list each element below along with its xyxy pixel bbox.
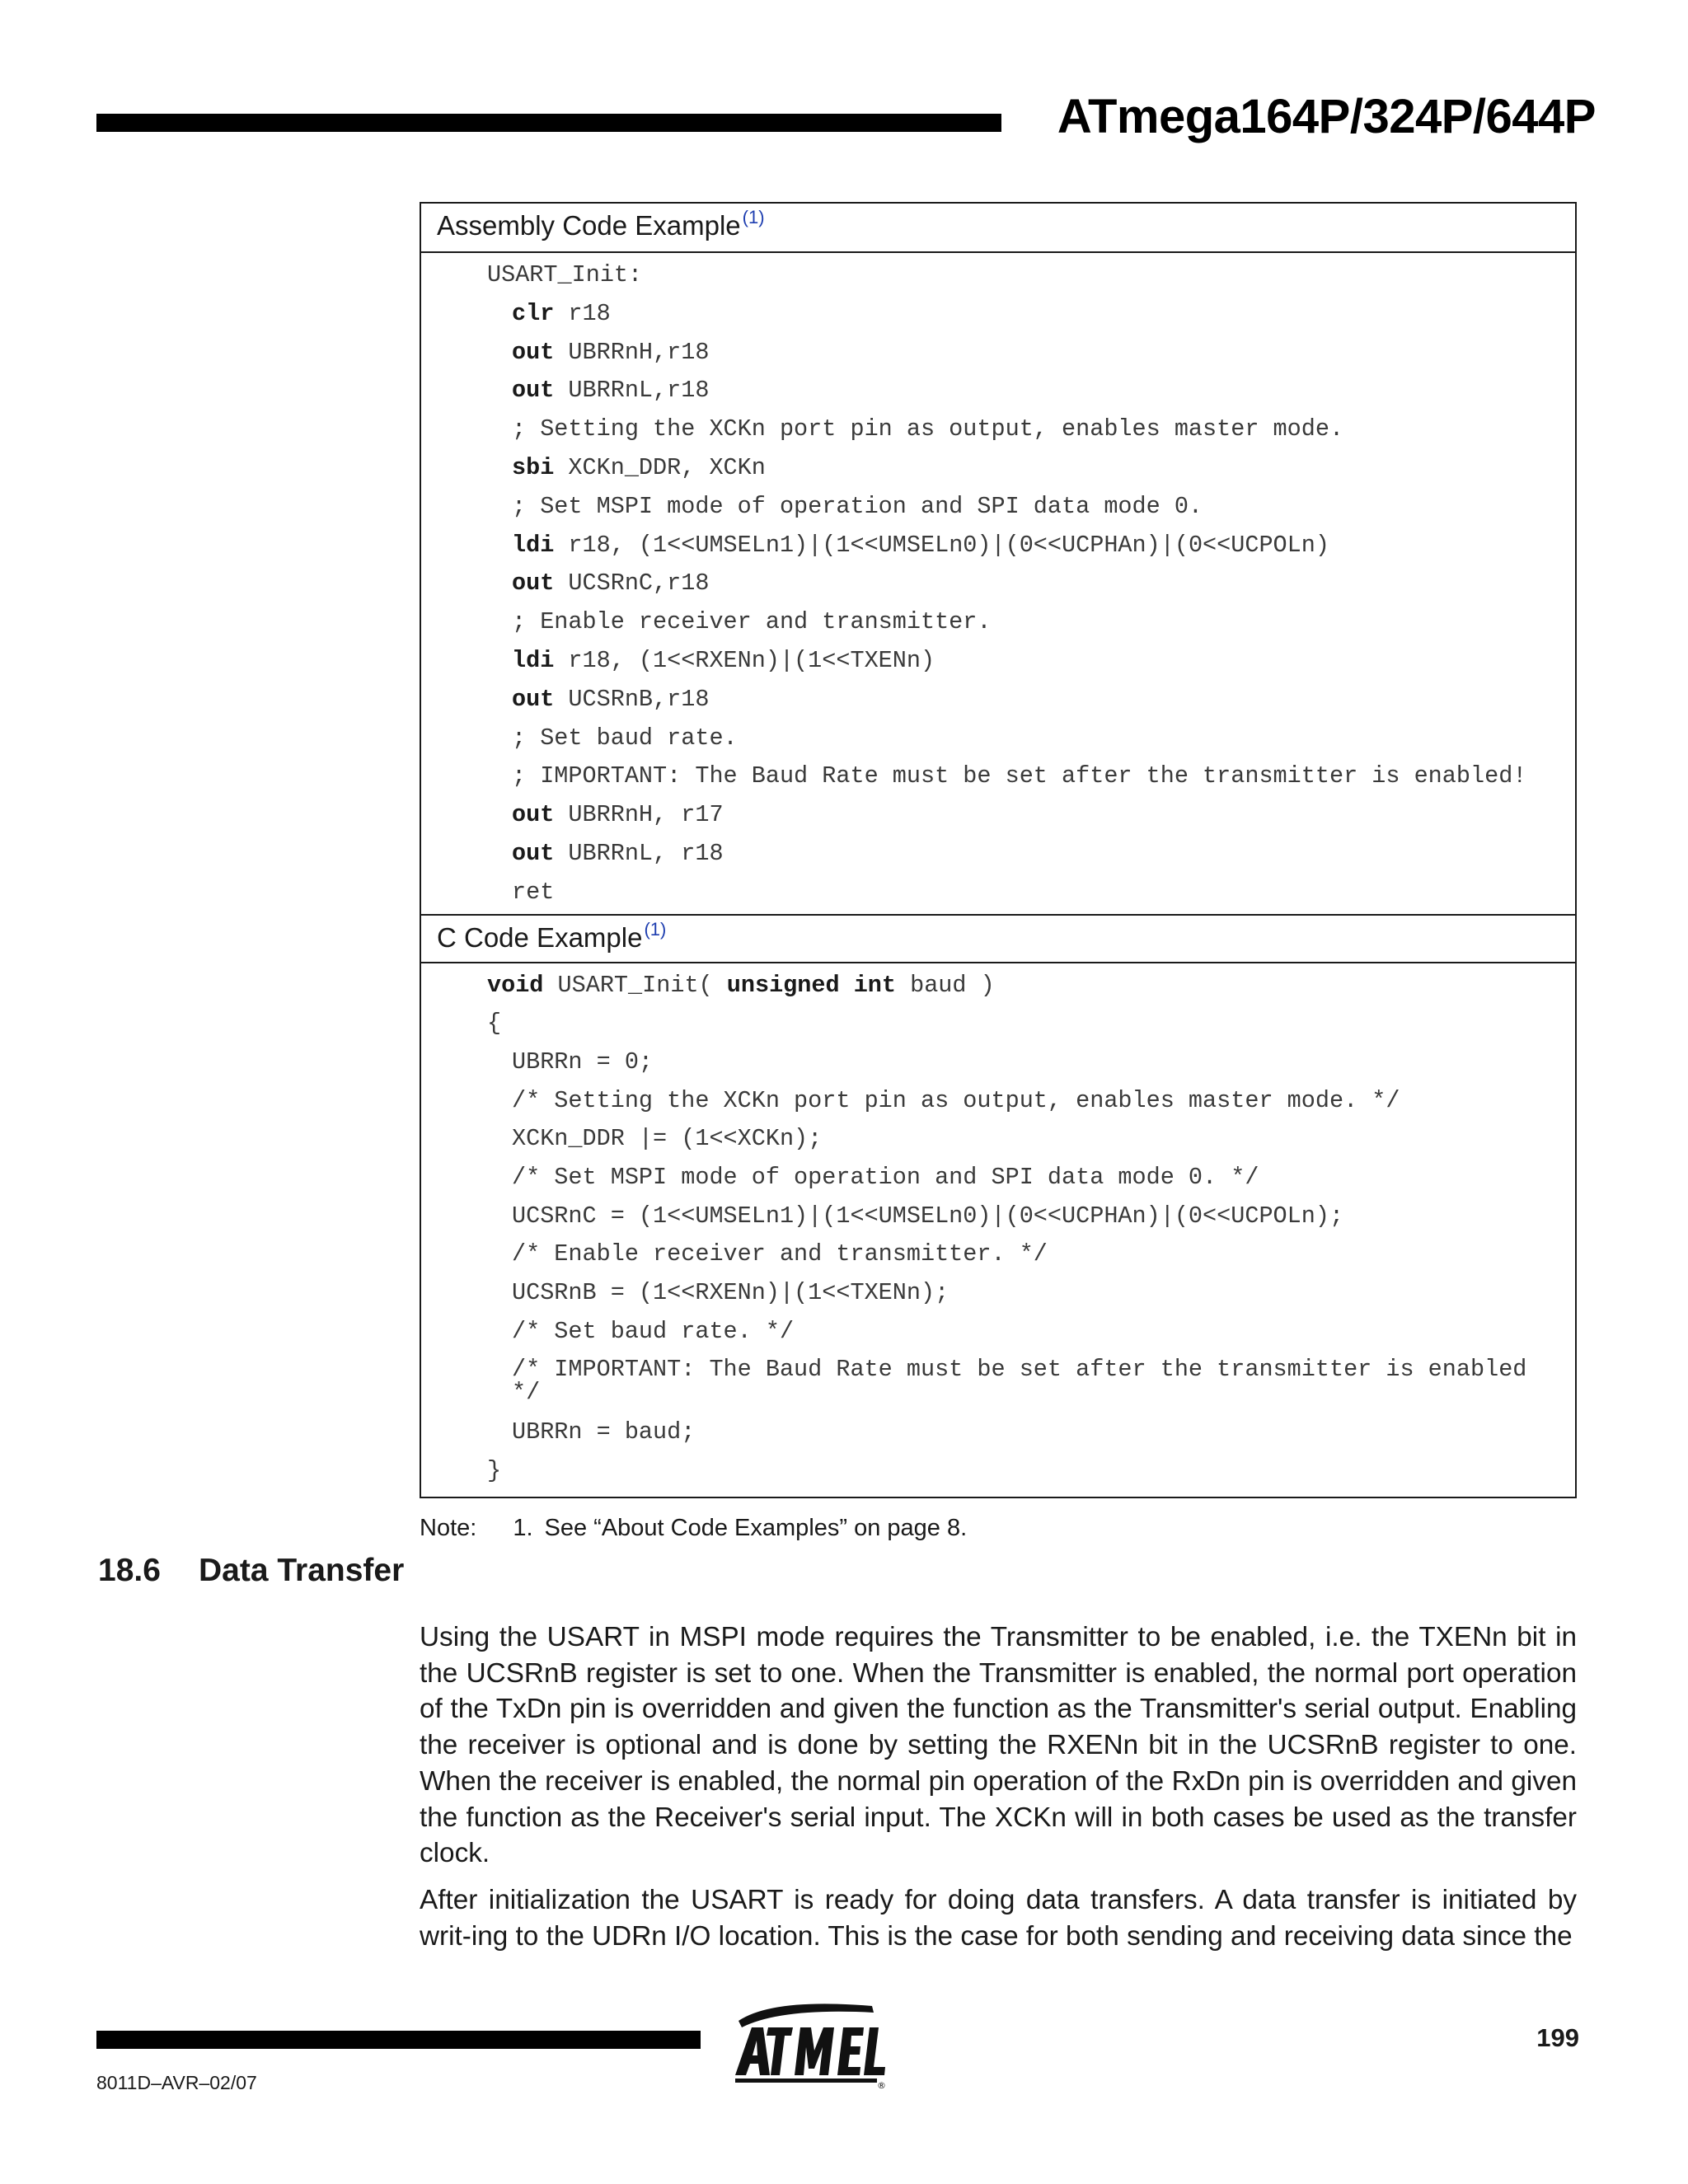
code-line: [512, 762, 1526, 790]
code-keyword: unsigned int: [726, 972, 896, 999]
code-text: r18, (1<<UMSELn1)|(1<<UMSELn0)|(0<<UCPHAn)|(0<<UCPOLn): [554, 531, 1329, 559]
note-label: Note:: [420, 1515, 477, 1541]
section-heading: [98, 1553, 404, 1589]
body-paragraph: After initialization the USART is ready for doing data transfers. A data transfer is initiated by writ-ing to the UDRn I/O location. This is the case for both sending and receiving data since the: [420, 1885, 1577, 1952]
section-title: Data Transfer: [199, 1553, 405, 1588]
code-text: /* Set MSPI mode of operation and SPI data mode 0. */: [512, 1164, 1259, 1191]
footnote-link[interactable]: (1): [742, 207, 765, 227]
footnote: [420, 1515, 967, 1542]
code-text: USART_Init(: [543, 972, 727, 999]
c-example-header: [421, 914, 1575, 963]
code-text: ; Set MSPI mode of operation and SPI data mode 0.: [512, 492, 1203, 520]
code-text: ; Set baud rate.: [512, 724, 738, 752]
header-rule: [96, 114, 1001, 132]
c-example-label: C Code Example: [437, 922, 643, 953]
assembly-code-block: [421, 253, 1575, 914]
code-line: [512, 1125, 822, 1153]
code-keyword: ldi: [512, 647, 555, 674]
code-text: /* Set baud rate. */: [512, 1318, 795, 1345]
code-keyword: sbi: [512, 454, 555, 481]
code-line: [512, 454, 766, 482]
code-text: XCKn_DDR, XCKn: [554, 454, 766, 481]
code-text: UBRRn = baud;: [512, 1418, 696, 1446]
code-line: [512, 493, 1203, 521]
code-line: [512, 724, 738, 752]
code-text: XCKn_DDR |= (1<<XCKn);: [512, 1125, 823, 1152]
code-line: [512, 300, 611, 328]
code-line: [512, 1048, 653, 1076]
code-line: [512, 879, 554, 907]
code-line: [512, 608, 992, 636]
code-text: UBRRnH,r18: [554, 338, 710, 366]
code-text: r18, (1<<RXENn)|(1<<TXENn): [554, 647, 935, 674]
code-keyword: out: [512, 685, 555, 713]
code-text: UBRRn = 0;: [512, 1048, 654, 1076]
code-line: [487, 972, 995, 1000]
code-text: r18: [554, 299, 611, 327]
code-line: [512, 1164, 1259, 1192]
code-text: }: [487, 1457, 502, 1484]
footnote-link[interactable]: (1): [644, 919, 667, 940]
section-number: 18.6: [98, 1553, 161, 1588]
code-line: [512, 686, 709, 714]
code-line: [512, 415, 1343, 443]
code-keyword: out: [512, 377, 555, 405]
code-text: UBRRnL, r18: [554, 840, 724, 867]
code-text: */: [512, 1379, 541, 1406]
code-keyword: out: [512, 569, 555, 598]
code-text: ; IMPORTANT: The Baud Rate must be set after the transmitter is enabled!: [512, 762, 1527, 790]
note-text: See “About Code Examples” on page 8.: [544, 1515, 968, 1541]
code-text: UCSRnC,r18: [554, 569, 710, 598]
code-text: ; Setting the XCKn port pin as output, enables master mode.: [512, 415, 1344, 443]
code-text: /* Enable receiver and transmitter. */: [512, 1240, 1048, 1268]
c-code-block: [421, 963, 1575, 1499]
code-text: UCSRnB,r18: [554, 685, 710, 713]
code-text: /* IMPORTANT: The Baud Rate must be set after the transmitter is enabled: [512, 1356, 1527, 1383]
code-line: [512, 840, 724, 868]
code-line: [512, 339, 709, 367]
document-title: ATmega164P/324P/644P: [1057, 90, 1596, 143]
code-line: [512, 1318, 794, 1346]
code-keyword: ldi: [512, 531, 555, 559]
code-line: [512, 1356, 1526, 1384]
code-line: [512, 1087, 1400, 1115]
registered-mark: ®: [877, 2080, 886, 2090]
code-line: [512, 1418, 695, 1446]
code-keyword: out: [512, 338, 555, 366]
code-keyword: void: [487, 972, 544, 999]
code-line: [512, 1202, 1343, 1230]
code-line: [487, 1010, 501, 1038]
code-line: [512, 377, 709, 405]
atmel-logo: [724, 1999, 889, 2090]
code-text: baud ): [896, 972, 995, 999]
code-line: [512, 1240, 1048, 1268]
code-text: UCSRnC = (1<<UMSELn1)|(1<<UMSELn0)|(0<<UCPHAn)|(0<<UCPOLn);: [512, 1202, 1344, 1230]
code-line: [512, 532, 1329, 560]
code-line: [487, 261, 642, 289]
footer-rule: [96, 2031, 701, 2049]
code-text: UBRRnH, r17: [554, 801, 724, 829]
code-line: [512, 801, 724, 829]
code-text: ret: [512, 878, 555, 906]
code-line: [512, 569, 709, 598]
code-text: /* Setting the XCKn port pin as output, enables master mode. */: [512, 1087, 1400, 1114]
code-text: UBRRnL,r18: [554, 377, 710, 405]
code-keyword: out: [512, 840, 555, 867]
body-paragraph: Using the USART in MSPI mode requires the Transmitter to be enabled, i.e. the TXENn bit in the UCSRnB register is set to one. When the Transmitter is enabled, the normal port operation of the TxDn pin is overridden and given the function as the Transmitter's serial output. Enabling the receiver is optional and is done by setting the RXENn bit in the UCSRnB register to one. When the receiver is enabled, the normal pin operation of the RxDn pin is overridden and given the function as the Receiver's serial input. The XCKn will in both cases be used as the transfer clock.: [420, 1622, 1577, 1869]
code-text: ; Enable receiver and transmitter.: [512, 608, 992, 636]
document-id: 8011D–AVR–02/07: [96, 2072, 257, 2093]
code-line: [512, 647, 935, 675]
code-keyword: out: [512, 801, 555, 829]
code-example-table: [420, 202, 1577, 1498]
code-text: UCSRnB = (1<<RXENn)|(1<<TXENn);: [512, 1279, 950, 1306]
code-line: [512, 1379, 540, 1407]
code-line: [487, 1457, 501, 1485]
assembly-example-label: Assembly Code Example: [437, 210, 741, 241]
code-text: USART_Init:: [487, 261, 643, 288]
note-number: 1.: [513, 1515, 533, 1541]
code-keyword: clr: [512, 299, 555, 327]
assembly-example-header: [421, 204, 1575, 253]
page-number: 199: [1536, 2023, 1579, 2052]
code-text: {: [487, 1010, 502, 1037]
code-line: [512, 1279, 949, 1307]
